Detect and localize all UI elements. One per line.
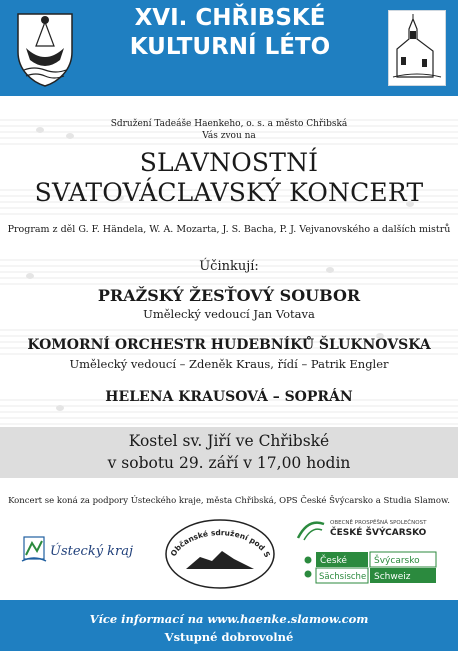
venue-place: Kostel sv. Jiří ve Chřibské [128, 432, 330, 450]
ensemble-name: PRAŽSKÝ ŽESŤOVÝ SOUBOR [97, 286, 361, 305]
ustecky-kraj-logo [20, 525, 150, 575]
venue-datetime: v sobotu 29. září v 17,00 hodin [107, 454, 351, 472]
festival-title-line1: XVI. CHŘIBSKÉ [134, 5, 326, 31]
entry-fee-note: Vstupné dobrovolné [164, 630, 294, 644]
ensemble-leader: Umělecký vedoucí Jan Votava [143, 307, 315, 321]
concert-title-line1: SLAVNOSTNÍ [139, 148, 319, 177]
cs-ceske: České [320, 556, 347, 566]
concert-title [0, 148, 458, 208]
pod-studencem-logo [160, 517, 280, 591]
orchestra-name: KOMORNÍ ORCHESTR HUDEBNÍKŮ ŠLUKNOVSKA [27, 337, 431, 353]
pod-studencem-label: Občanské sdružení pod S [168, 528, 273, 559]
invite-line: Vás zvou na [202, 131, 256, 141]
orchestra-leader: Umělecký vedoucí – Zdeněk Kraus, řídí – Patrik Engler [69, 357, 389, 371]
performers-label: Účinkují: [199, 259, 259, 274]
soloist-name: HELENA KRAUSOVÁ – SOPRÁN [105, 389, 353, 405]
more-info-link[interactable]: Více informací na www.haenke.slamow.com [89, 612, 369, 626]
program-line: Program z děl G. F. Händela, W. A. Mozarta, J. S. Bacha, P. J. Vejvanovského a dalších mistrů [7, 224, 451, 235]
association-badge [388, 10, 446, 86]
church-icon [389, 11, 445, 85]
support-note: Koncert se koná za podpory Ústeckého kraje, města Chřibská, OPS České Švýcarsko a Studia Slamow. [8, 496, 450, 506]
ustecky-kraj-icon [20, 525, 150, 575]
cs-title: ČESKÉ ŠVÝCARSKO [330, 528, 427, 538]
ceske-svycarsko-logo [294, 514, 444, 592]
ustecky-kraj-label: Ústecký kraj [50, 544, 134, 559]
ops-label: OBECNĚ PROSPĚŠNÁ SPOLEČNOST [330, 520, 427, 526]
festival-title [90, 4, 370, 62]
festival-title-line2: KULTURNÍ LÉTO [129, 34, 331, 60]
town-crest-icon [14, 8, 76, 88]
concert-title-line2: SVATOVÁCLAVSKÝ KONCERT [34, 178, 424, 207]
cs-svycarsko: Švýcarsko [374, 556, 420, 566]
cs-sachsische: Sächsische [319, 572, 367, 582]
cs-schweiz: Schweiz [374, 572, 411, 582]
organizer-line: Sdružení Tadeáše Haenkeho, o. s. a město Chřibská [110, 119, 348, 129]
